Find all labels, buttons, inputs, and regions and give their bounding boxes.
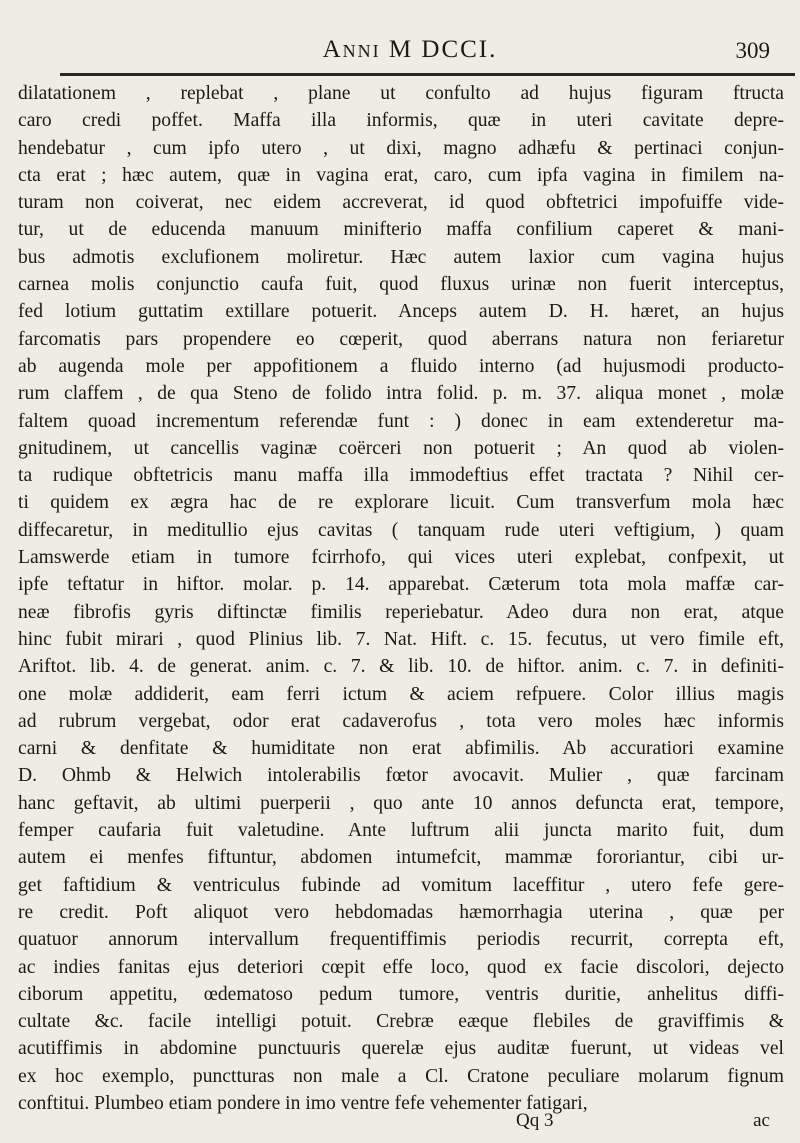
catchword: ac bbox=[753, 1110, 770, 1131]
text-line: cta erat ; hæc autem, quæ in vagina erat, caro, cum ipfa vagina in fimilem na- bbox=[18, 164, 784, 186]
text-line: tur, ut de educenda manuum minifterio maffa confilium caperet & mani- bbox=[18, 219, 784, 241]
text-line: get faftidium & ventriculus fubinde ad vomitum laceffitur , utero fefe gere- bbox=[18, 874, 784, 896]
text-line: acutiffimis in abdomine punctuuris querelæ ejus auditæ fuerunt, ut videas vel bbox=[18, 1038, 784, 1060]
text-line: cultate &c. facile intelligi potuit. Crebræ eæque flebiles de graviffimis & bbox=[18, 1011, 784, 1033]
page-number: 309 bbox=[735, 38, 770, 63]
text-line: hendebatur , cum ipfo utero , ut dixi, magno adhæfu & pertinaci conjun- bbox=[18, 137, 784, 159]
text-line: rum claffem , de qua Steno de folido intra folid. p. m. 37. aliqua monet , molæ bbox=[18, 383, 784, 405]
text-line: D. Ohmb & Helwich intolerabilis fœtor avocavit. Mulier , quæ farcinam bbox=[18, 765, 784, 787]
text-line: ac indies fanitas ejus deteriori cœpit effe loco, quod ex facie discolori, dejecto bbox=[18, 956, 784, 978]
running-head: Anni M DCCI. bbox=[322, 36, 498, 63]
text-line: Ariftot. lib. 4. de generat. anim. c. 7. & lib. 10. de hiftor. anim. c. 7. in definiti- bbox=[18, 656, 784, 678]
text-line: neæ fibrofis gyris diftinctæ fimilis reperiebatur. Adeo dura non erat, atque bbox=[18, 601, 784, 623]
text-line: ta rudique obftetricis manu maffa illa immodeftius effet tractata ? Nihil cer- bbox=[18, 465, 784, 487]
text-line: carnea molis conjunctio caufa fuit, quod fluxus urinæ non fuerit interceptus, bbox=[18, 274, 784, 296]
page-footer bbox=[18, 1110, 784, 1136]
text-line: bus admotis exclufionem moliretur. Hæc autem laxior cum vagina hujus bbox=[18, 246, 784, 268]
text-line: ex hoc exemplo, punctturas non male a Cl. Cratone peculiare molarum fignum bbox=[18, 1065, 784, 1087]
text-line: conftitui. Plumbeo etiam pondere in imo ventre fefe vehementer fatigari, bbox=[18, 1092, 588, 1114]
text-line: dilatationem , replebat , plane ut confulto ad hujus figuram ftructa bbox=[18, 83, 784, 104]
text-line: faltem quoad incrementum referendæ funt : ) donec in eam extenderetur ma- bbox=[18, 410, 784, 432]
text-line: ipfe teftatur in hiftor. molar. p. 14. apparebat. Cæterum tota mola maffæ car- bbox=[18, 574, 784, 596]
text-line: ti quidem ex ægra hac de re explorare licuit. Cum transverfum mola hæc bbox=[18, 492, 784, 514]
text-line: one molæ addiderit, eam ferri ictum & aciem refpuere. Color illius magis bbox=[18, 683, 784, 705]
text-line: quatuor annorum intervallum frequentiffimis periodis recurrit, correpta eft, bbox=[18, 929, 784, 951]
text-line: turam non coiverat, nec eidem accreverat, id quod obftetrici impofuiffe vide- bbox=[18, 192, 784, 214]
text-line: hanc geftavit, ab ultimi puerperii , quo ante 10 annos defuncta erat, tempore, bbox=[18, 792, 784, 814]
text-line: gnitudinem, ut cancellis vaginæ coërceri non potuerit ; An quod ab violen- bbox=[18, 437, 784, 459]
text-line: femper caufaria fuit valetudine. Ante luftrum alii juncta marito fuit, dum bbox=[18, 820, 784, 842]
text-line: caro credi poffet. Maffa illa informis, quæ in uteri cavitate depre- bbox=[18, 110, 784, 132]
text-line: ciborum appetitu, œdematoso pedum tumore, ventris duritie, anhelitus diffi- bbox=[18, 983, 784, 1005]
text-line: re credit. Poft aliquot vero hebdomadas hæmorrhagia uterina , quæ per bbox=[18, 901, 784, 923]
signature-mark: Qq 3 bbox=[516, 1110, 554, 1131]
text-line: ad rubrum vergebat, odor erat cadaverofus , tota vero moles hæc informis bbox=[18, 710, 784, 732]
text-line: fed lotium guttatim extillare potuerit. Anceps autem D. H. hæret, an hujus bbox=[18, 301, 784, 323]
text-line: farcomatis pars propendere eo cœperit, quod aberrans natura non feriaretur bbox=[18, 328, 784, 350]
text-line: diffecaretur, in meditullio ejus cavitas ( tanquam rude uteri veftigium, ) quam bbox=[18, 519, 784, 541]
body-text bbox=[18, 80, 784, 1117]
text-line: ab augenda mole per appofitionem a fluido interno (ad hujusmodi producto- bbox=[18, 355, 784, 377]
text-line: Lamswerde etiam in tumore fcirrhofo, qui vices uteri explebat, confpexit, ut bbox=[18, 547, 784, 569]
text-line: carni & denfitate & humiditate non erat abfimilis. Ab accuratiori examine bbox=[18, 738, 784, 760]
text-line: hinc fubit mirari , quod Plinius lib. 7. Nat. Hift. c. 15. fecutus, ut vero fimile eft, bbox=[18, 628, 784, 650]
page-header bbox=[40, 10, 780, 72]
text-line: autem ei menfes fiftuntur, abdomen intumefcit, mammæ fororiantur, cibi ur- bbox=[18, 847, 784, 869]
header-rule bbox=[60, 73, 795, 76]
